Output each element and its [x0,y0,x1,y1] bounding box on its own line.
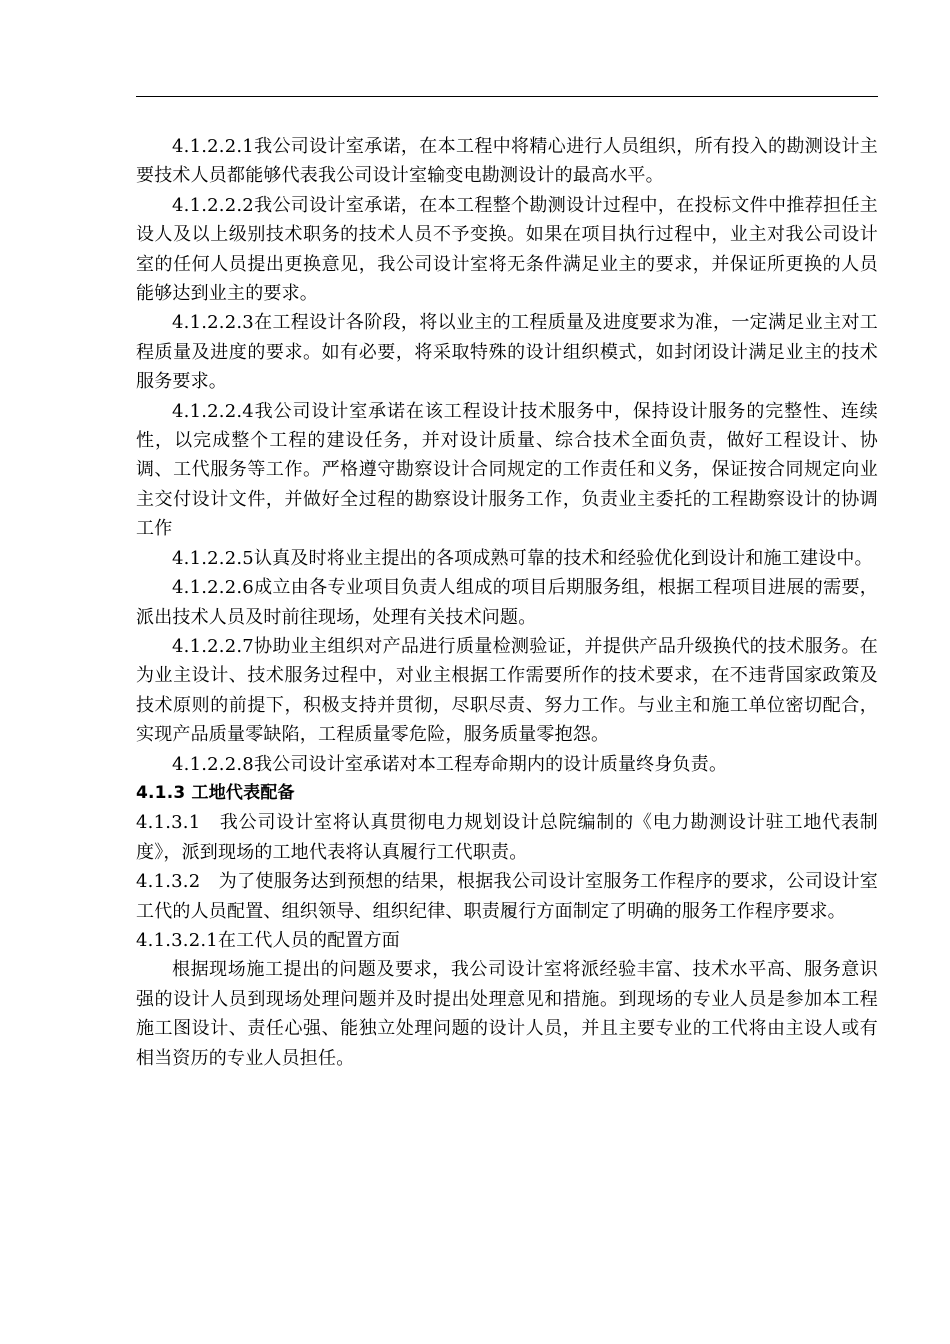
paragraph-4-1-2-2-7: 4.1.2.2.7协助业主组织对产品进行质量检测验证，并提供产品升级换代的技术服务。在为业主设计、技术服务过程中，对业主根据工作需要所作的技术要求，在不违背国家政策及技术原则的前提下，积极支持并贯彻，尽职尽责、努力工作。与业主和施工单位密切配合，实现产品质量零缺陷，工程质量零危险，服务质量零抱怨。 [136,635,878,746]
paragraph-staffing-details: 根据现场施工提出的问题及要求，我公司设计室将派经验丰富、技术水平高、服务意识强的设计人员到现场处理问题并及时提出处理意见和措施。到现场的专业人员是参加本工程施工图设计、责任心强、能独立处理问题的设计人员，并且主要专业的工代将由主设人或有相当资历的专业人员担任。 [136,959,878,1069]
subheading-4-1-3-2-1: 4.1.3.2.1在工代人员的配置方面 [136,929,400,951]
header-rule [136,96,878,97]
paragraph-4-1-2-2-3: 4.1.2.2.3在工程设计各阶段，将以业主的工程质量及进度要求为准，一定满足业主对工程质量及进度的要求。如有必要，将采取特殊的设计组织模式，如封闭设计满足业主的技术服务要求。 [136,312,878,393]
section-heading-4-1-3: 4.1.3 工地代表配备 [136,782,295,803]
paragraph-4-1-3-1: 4.1.3.1 我公司设计室将认真贯彻电力规划设计总院编制的《电力勘测设计驻工地代表制度》，派到现场的工地代表将认真履行工代职责。 [136,812,878,863]
paragraph-4-1-2-2-6: 4.1.2.2.6成立由各专业项目负责人组成的项目后期服务组，根据工程项目进展的需要，派出技术人员及时前往现场，处理有关技术问题。 [136,577,878,628]
paragraph-4-1-2-2-1: 4.1.2.2.1我公司设计室承诺，在本工程中将精心进行人员组织，所有投入的勘测设计主要技术人员都能够代表我公司设计室输变电勘测设计的最高水平。 [136,136,878,187]
document-body [136,132,878,1073]
paragraph-4-1-2-2-5: 4.1.2.2.5认真及时将业主提出的各项成熟可靠的技术和经验优化到设计和施工建设中。 [172,547,873,569]
paragraph-4-1-2-2-8: 4.1.2.2.8我公司设计室承诺对本工程寿命期内的设计质量终身负责。 [172,753,728,775]
paragraph-4-1-3-2: 4.1.3.2 为了使服务达到预想的结果，根据我公司设计室服务工作程序的要求，公司设计室工代的人员配置、组织领导、组织纪律、职责履行方面制定了明确的服务工作程序要求。 [136,871,878,922]
paragraph-4-1-2-2-4: 4.1.2.2.4我公司设计室承诺在该工程设计技术服务中，保持设计服务的完整性、连续性，以完成整个工程的建设任务，并对设计质量、综合技术全面负责，做好工程设计、协调、工代服务等工作。严格遵守勘察设计合同规定的工作责任和义务，保证按合同规定向业主交付设计文件，并做好全过程的勘察设计服务工作，负责业主委托的工程勘察设计的协调工作 [136,400,878,540]
paragraph-4-1-2-2-2: 4.1.2.2.2我公司设计室承诺，在本工程整个勘测设计过程中，在投标文件中推荐担任主设人及以上级别技术职务的技术人员不予变换。如果在项目执行过程中，业主对我公司设计室的任何人员提出更换意见，我公司设计室将无条件满足业主的要求，并保证所更换的人员能够达到业主的要求。 [136,194,878,305]
